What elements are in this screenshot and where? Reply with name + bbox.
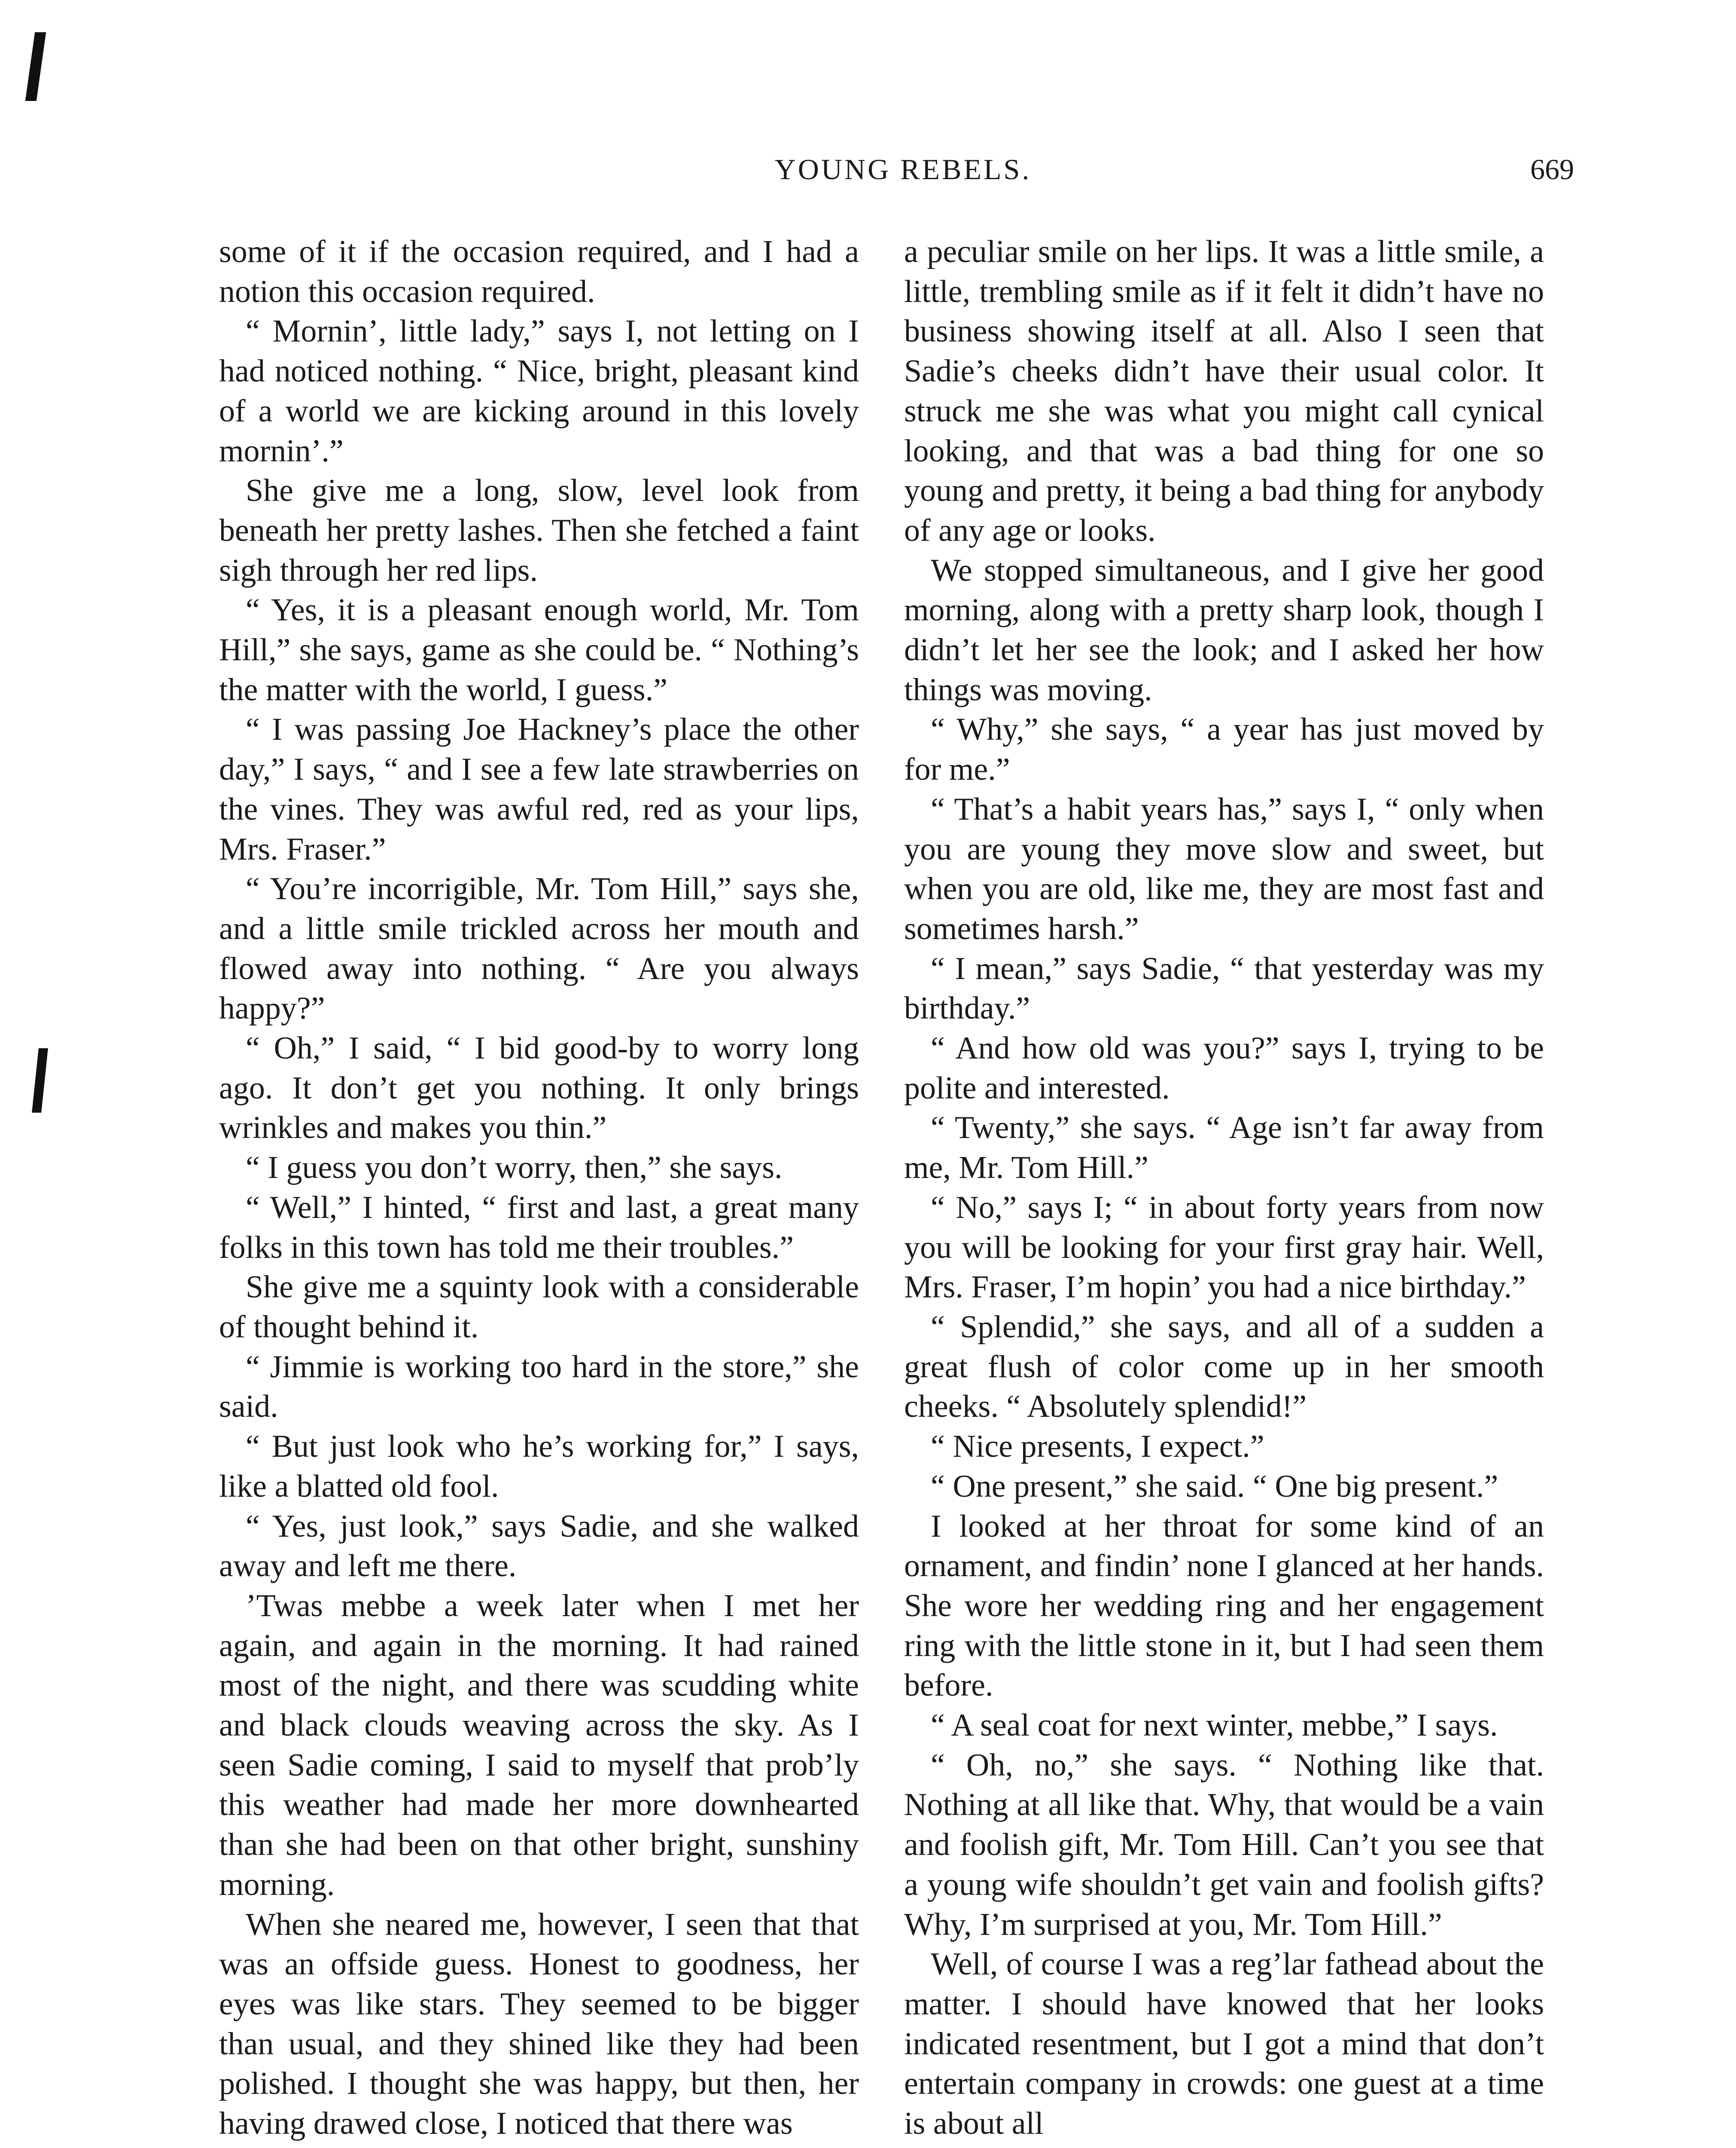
paragraph: When she neared me, however, I seen that that was an offside guess. Honest to goodness, her eyes was like stars. They seemed to be bigger than usual, and they shined like they had been polished. I thought she was happy, but then, her having drawed close, I noticed that there was [219, 1907, 859, 2142]
paragraph: ’Twas mebbe a week later when I met her again, and again in the morning. It had rained most of the night, and there was scudding white and black clouds weaving across the sky. As I seen Sadie coming, I said to myself that prob’ly this weather had made her more downhearted than she had been on that other bright, sunshiny morning. [219, 1588, 859, 1902]
scan-mark-left-margin [32, 1048, 48, 1113]
paragraph: We stopped simultaneous, and I give her good morning, along with a pretty sharp look, though I didn’t let her see the look; and I asked her how things was moving. [904, 552, 1544, 708]
paragraph: “ You’re incorrigible, Mr. Tom Hill,” says she, and a little smile trickled across her mouth and flowed away into nothing. “ Are you always happy?” [219, 871, 859, 1026]
paragraph: “ But just look who he’s working for,” I says, like a blatted old fool. [219, 1429, 859, 1504]
paragraph: Well, of course I was a reg’lar fathead about the matter. I should have knowed that her looks indicated resentment, but I got a mind that don’t entertain company in crowds: one guest at a time is about all [904, 1947, 1544, 2142]
paragraph: “ Well,” I hinted, “ first and last, a great many folks in this town has told me their troubles.” [219, 1190, 859, 1265]
text-column-right [904, 232, 1544, 2144]
page-header [232, 153, 1574, 200]
paragraph: “ I mean,” says Sadie, “ that yesterday was my birthday.” [904, 951, 1544, 1026]
paragraph: “ Yes, it is a pleasant enough world, Mr. Tom Hill,” she says, game as she could be. “ Nothing’s the matter with the world, I guess.” [219, 592, 859, 708]
paragraph: some of it if the occasion required, and I had a notion this occasion required. [219, 234, 859, 309]
paragraph: “ Oh,” I said, “ I bid good-by to worry long ago. It don’t get you nothing. It only brings wrinkles and makes you thin.” [219, 1031, 859, 1146]
paragraph: “ A seal coat for next winter, mebbe,” I says. [931, 1708, 1498, 1743]
paragraph: “ I guess you don’t worry, then,” she says. [246, 1150, 783, 1186]
paragraph: “ One present,” she said. “ One big present.” [931, 1468, 1498, 1504]
running-head: YOUNG REBELS. [774, 153, 1032, 186]
paragraph: I looked at her throat for some kind of an ornament, and findin’ none I glanced at her hands. She wore her wedding ring and her engagement ring with the little stone in it, but I had seen them before. [904, 1508, 1544, 1703]
text-column-left [219, 232, 859, 2144]
paragraph: a peculiar smile on her lips. It was a little smile, a little, trembling smile as if it felt it didn’t have no business showing itself at all. Also I seen that Sadie’s cheeks didn’t have their usual color. It struck me she was what you might call cynical looking, and that was a bad thing for one so young and pretty, it being a bad thing for anybody of any age or looks. [904, 234, 1544, 548]
paragraph: “ No,” says I; “ in about forty years from now you will be looking for your first gray hair. Well, Mrs. Fraser, I’m hopin’ you had a nice birthday.” [904, 1190, 1544, 1305]
paragraph: She give me a long, slow, level look from beneath her pretty lashes. Then she fetched a faint sigh through her red lips. [219, 473, 859, 588]
paragraph: “ Mornin’, little lady,” says I, not letting on I had noticed nothing. “ Nice, bright, pleasant kind of a world we are kicking around in this lovely mornin’.” [219, 314, 859, 469]
paragraph: “ Nice presents, I expect.” [931, 1429, 1264, 1465]
paragraph: “ Jimmie is working too hard in the store,” she said. [219, 1349, 859, 1425]
paragraph: She give me a squinty look with a considerable of thought behind it. [219, 1269, 859, 1345]
paragraph: “ Oh, no,” she says. “ Nothing like that. Nothing at all like that. Why, that would be a vain and foolish gift, Mr. Tom Hill. Can’t you see that a young wife shouldn’t get vain and foolish gifts? Why, I’m surprised at you, Mr. Tom Hill.” [904, 1747, 1544, 1942]
paragraph: “ Yes, just look,” says Sadie, and she walked away and left me there. [219, 1508, 859, 1584]
paragraph: “ That’s a habit years has,” says I, “ only when you are young they move slow and sweet, but when you are old, like me, they are most fast and sometimes harsh.” [904, 791, 1544, 946]
paragraph: “ Splendid,” she says, and all of a sudden a great flush of color come up in her smooth cheeks. “ Absolutely splendid!” [904, 1309, 1544, 1425]
paragraph: “ Why,” she says, “ a year has just moved by for me.” [904, 712, 1544, 787]
paragraph: “ And how old was you?” says I, trying to be polite and interested. [904, 1031, 1544, 1106]
paragraph: “ I was passing Joe Hackney’s place the other day,” I says, “ and I see a few late strawberries on the vines. They was awful red, red as your lips, Mrs. Fraser.” [219, 712, 859, 867]
scan-mark-top-left [25, 32, 46, 101]
paragraph: “ Twenty,” she says. “ Age isn’t far away from me, Mr. Tom Hill.” [904, 1110, 1544, 1186]
page-number: 669 [1530, 153, 1574, 186]
